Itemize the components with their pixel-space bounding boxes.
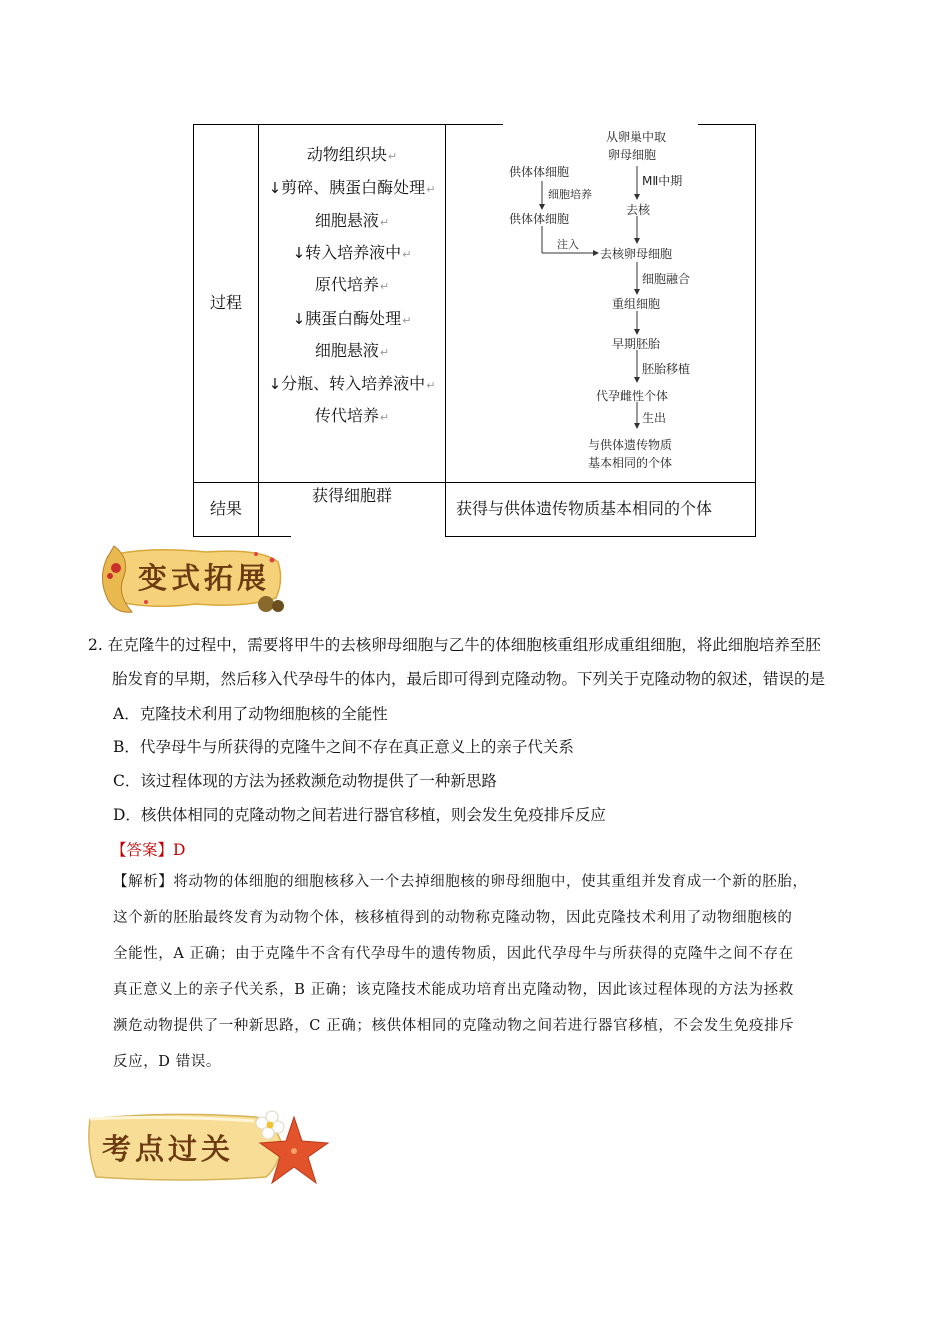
table-border-top	[193, 124, 503, 125]
process-step: 原代培养↵	[314, 275, 390, 294]
explanation-line: 这个新的胚胎最终发育为动物个体，核移植得到的动物称克隆动物，因此克隆技术利用了动物细胞核的	[113, 910, 793, 926]
table-border-bottom-left	[193, 536, 291, 537]
explanation-line: 全能性，A 正确；由于克隆牛不含有代孕母牛的遗传物质，因此代孕母牛与所获得的克隆牛之间不存在	[113, 946, 794, 962]
process-step: 细胞悬液↵	[314, 211, 390, 230]
result-cell-1: 获得细胞群	[312, 486, 393, 505]
answer-line	[111, 838, 185, 860]
label-reconstructed-cell: 重组细胞	[612, 297, 661, 311]
banner-checkpoint	[86, 1105, 336, 1187]
label-early-embryo: 早期胚胎	[612, 337, 661, 351]
table-border-top-right	[698, 124, 756, 125]
label-donor-cell-2: 供体体细胞	[509, 212, 570, 226]
answer-label: 【答案】	[111, 841, 174, 859]
process-step: ↓转入培养液中↵	[292, 243, 412, 262]
question-stem-line-2: 胎发育的早期，然后移入代孕母牛的体内，最后即可得到克隆动物。下列关于克隆动物的叙述，错误的是	[112, 670, 826, 688]
process-step: 动物组织块↵	[306, 145, 398, 164]
answer-value: D	[173, 841, 186, 859]
banner-variant	[86, 540, 286, 616]
label-surrogate: 代孕雌性个体	[596, 389, 669, 403]
label-oocyte-source-2: 卵母细胞	[608, 148, 657, 162]
explanation-line: 【解析】将动物的体细胞的细胞核移入一个去掉细胞核的卵母细胞中，使其重组并发育成一个新的胚胎，	[113, 874, 808, 890]
table-border-bottom-right	[445, 536, 756, 537]
label-enucleated-oocyte: 去核卵母细胞	[600, 247, 673, 261]
question-stem-line-1: 2. 在克隆牛的过程中，需要将甲牛的去核卵母细胞与乙牛的体细胞核重组形成重组细胞，将此细胞培养至胚	[88, 636, 821, 654]
table-border-right	[755, 124, 756, 537]
label-enucleate: 去核	[626, 203, 651, 217]
banner-variant-title: 变式拓展	[138, 561, 271, 595]
label-cell-fusion: 细胞融合	[642, 272, 691, 286]
option-b: B．代孕母牛与所获得的克隆牛之间不存在真正意义上的亲子代关系	[113, 738, 574, 756]
process-step: ↓分瓶、转入培养液中↵	[268, 374, 436, 393]
label-oocyte-source-1: 从卵巢中取	[606, 130, 667, 144]
explanation-line: 濒危动物提供了一种新思路，C 正确；核供体相同的克隆动物之间若进行器官移植，不会发生免疫排斥	[113, 1018, 795, 1034]
banner-checkpoint-title: 考点过关	[102, 1132, 235, 1166]
label-embryo-transfer: 胚胎移植	[642, 362, 691, 376]
option-a: A．克隆技术利用了动物细胞核的全能性	[113, 705, 388, 723]
option-d: D．核供体相同的克隆动物之间若进行器官移植，则会发生免疫排斥反应	[113, 806, 606, 824]
option-c: C．该过程体现的方法为拯救濒危动物提供了一种新思路	[113, 772, 497, 790]
process-step: 细胞悬液↵	[314, 341, 390, 360]
result-cell-2: 获得与供体遗传物质基本相同的个体	[456, 499, 713, 518]
process-step: 传代培养↵	[314, 406, 390, 425]
explanation-line: 真正意义上的亲子代关系，B 正确；该克隆技术能成功培育出克隆动物，因此该过程体现的方法为拯救	[113, 982, 794, 998]
explanation-line: 反应，D 错误。	[113, 1054, 222, 1070]
label-mii: MⅡ中期	[642, 174, 683, 188]
label-cell-culture: 细胞培养	[548, 188, 592, 201]
row-label-result: 结果	[210, 499, 243, 518]
label-inject: 注入	[557, 238, 579, 251]
label-donor-cell: 供体体细胞	[509, 165, 570, 179]
label-result-2: 基本相同的个体	[588, 456, 673, 470]
process-step: ↓剪碎、胰蛋白酶处理↵	[268, 178, 436, 197]
table-border-left	[193, 124, 194, 537]
label-result-1: 与供体遗传物质	[588, 438, 673, 452]
row-label-process: 过程	[210, 293, 243, 312]
label-birth: 生出	[642, 411, 667, 425]
process-step: ↓胰蛋白酶处理↵	[292, 309, 412, 328]
table-row-divider	[193, 482, 756, 483]
